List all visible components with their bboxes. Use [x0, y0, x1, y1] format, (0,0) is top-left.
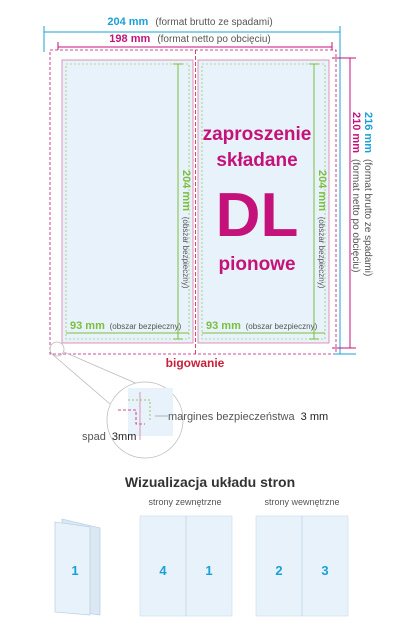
page-2: 2: [275, 563, 283, 578]
safe-width-note: (obszar bezpieczny): [109, 322, 182, 331]
svg-text:216 mm (format brutto ze: [362, 112, 374, 276]
net-width-label: [109, 33, 270, 45]
layout-title: Wizualizacja układu stron: [124, 474, 296, 490]
outer-spread: [140, 516, 232, 616]
safe-height-value: 204 mm: [180, 170, 192, 211]
page-3: 3: [321, 563, 329, 578]
title-line-1: zaproszenie: [202, 124, 312, 145]
title-line-2: składane: [216, 150, 298, 171]
margin-value: 3 mm: [300, 411, 329, 423]
safe-width-value: 93 mm: [206, 320, 241, 332]
svg-text:204 mm (obszar bezpieczn: [316, 170, 328, 289]
page-4: 4: [159, 563, 167, 578]
panel-left: [62, 60, 193, 343]
inner-spread: [256, 516, 348, 616]
safe-height-note: (obszar bezpieczny): [317, 216, 326, 289]
net-width-note: (format netto po obcięciu): [157, 34, 271, 45]
title-line-3: DL: [215, 181, 299, 250]
gross-width-label: [107, 16, 272, 28]
bleed-label: spad 3mm: [82, 431, 137, 443]
svg-text:210 mm (format netto po: [350, 112, 362, 272]
svg-text:93 mm (obszar bezpieczny: [206, 320, 318, 332]
margin-label: margines bezpieczeństwa 3 mm: [168, 411, 329, 423]
gross-height-note: (format brutto ze spadami): [362, 159, 373, 277]
svg-text:93 mm (obszar bezpieczny: [70, 320, 182, 332]
safe-width-value: 93 mm: [70, 320, 105, 332]
net-width-value: 198 mm: [109, 33, 151, 45]
svg-text:204 mm (obszar bezpieczn: [180, 170, 192, 289]
bleed-value: 3mm: [111, 431, 137, 443]
outer-pages-label: strony zewnętrzne: [148, 497, 222, 507]
gross-width-note: (format brutto ze spadami): [155, 17, 273, 28]
inner-pages-label: strony wewnętrzne: [264, 497, 340, 507]
gross-width-value: 204 mm: [107, 16, 149, 28]
safe-height-note: (obszar bezpieczny): [181, 216, 190, 289]
safe-width-note: (obszar bezpieczny): [245, 322, 318, 331]
page-1-front: 1: [71, 563, 79, 578]
gross-height-value: 216 mm: [362, 112, 374, 153]
page-1: 1: [205, 563, 213, 578]
title-line-4: pionowe: [218, 254, 296, 275]
net-height-note: (format netto po obcięciu): [350, 159, 361, 273]
fold-label: bigowanie: [165, 356, 225, 370]
safe-height-value: 204 mm: [316, 170, 328, 211]
side-dimensions: [332, 52, 374, 354]
net-height-value: 210 mm: [350, 112, 362, 153]
folded-card: [55, 519, 100, 615]
